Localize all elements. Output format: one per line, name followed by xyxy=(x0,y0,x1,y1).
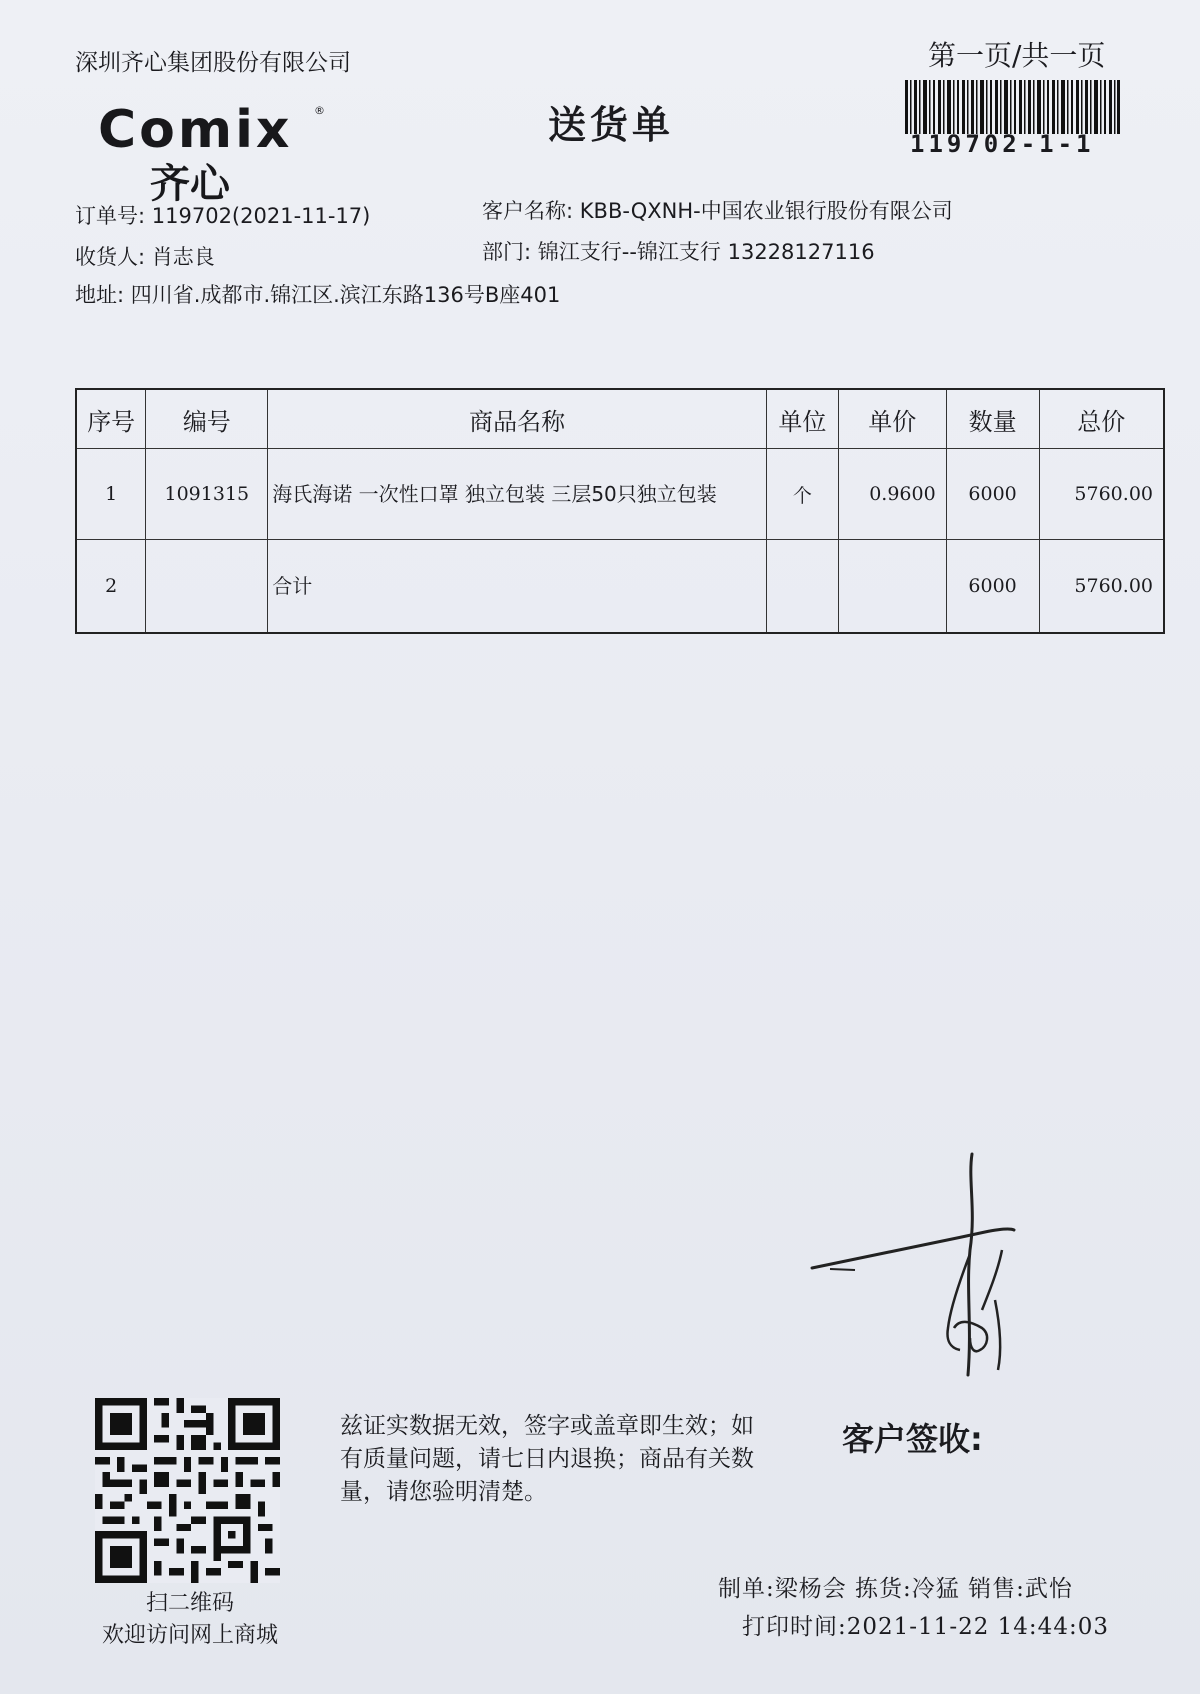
order-label: 订单号: xyxy=(75,204,146,228)
cell-unit-price xyxy=(838,540,946,634)
logo-chinese-text: 齐心 xyxy=(150,161,230,207)
col-header-quantity: 数量 xyxy=(946,389,1039,449)
cell-product-name: 合计 xyxy=(268,540,767,634)
qr-caption xyxy=(80,1588,300,1652)
order-number xyxy=(75,200,370,230)
qr-caption-welcome: 欢迎访问网上商城 xyxy=(101,1623,278,1648)
page-indicator: 第一页/共一页 xyxy=(928,39,1106,72)
handwritten-signature xyxy=(810,1150,1050,1390)
staff-info: 制单:梁杨会 拣货:冷猛 销售:武怡 xyxy=(718,1576,1073,1602)
col-header-unit: 单位 xyxy=(766,389,838,449)
cell-unit: 个 xyxy=(766,449,838,540)
col-header-total: 总价 xyxy=(1039,389,1164,449)
cell-quantity: 6000 xyxy=(946,540,1039,634)
cell-unit xyxy=(766,540,838,634)
comix-logo xyxy=(98,100,330,207)
barcode xyxy=(905,80,1120,134)
dept-value: 锦江支行--锦江支行 13228127116 xyxy=(537,240,875,264)
cell-code: 1091315 xyxy=(146,449,268,540)
address xyxy=(75,279,560,309)
cell-quantity: 6000 xyxy=(946,449,1039,540)
barcode-number: 119702-1-1 xyxy=(910,130,1095,158)
table-row-total xyxy=(76,540,1164,634)
cell-unit-price: 0.9600 xyxy=(838,449,946,540)
cell-code xyxy=(146,540,268,634)
receiver-value: 肖志良 xyxy=(151,245,215,269)
order-value: 119702(2021-11-17) xyxy=(151,204,371,228)
col-header-code: 编号 xyxy=(146,389,268,449)
col-header-seq: 序号 xyxy=(76,389,146,449)
cell-seq: 2 xyxy=(76,540,146,634)
cell-product-name: 海氏海诺 一次性口罩 独立包装 三层50只独立包装 xyxy=(268,449,767,540)
cell-seq: 1 xyxy=(76,449,146,540)
receiver-label: 收货人: xyxy=(75,245,146,269)
logo-text: Comix xyxy=(98,100,293,160)
table-row xyxy=(76,449,1164,540)
address-label: 地址: xyxy=(75,283,125,307)
dept-label: 部门: xyxy=(482,240,532,264)
registered-mark-icon: ® xyxy=(314,104,325,117)
qr-code xyxy=(95,1398,280,1583)
items-table xyxy=(75,388,1165,634)
address-value: 四川省.成都市.锦江区.滨江东路136号B座401 xyxy=(130,283,561,307)
receiver xyxy=(75,241,215,271)
print-time: 打印时间:2021-11-22 14:44:03 xyxy=(742,1614,1109,1640)
customer-label: 客户名称: xyxy=(482,199,574,223)
table-header-row xyxy=(76,389,1164,449)
department xyxy=(482,236,875,266)
customer-sign-label: 客户签收: xyxy=(842,1420,983,1458)
cell-total: 5760.00 xyxy=(1039,449,1164,540)
document-title: 送货单 xyxy=(548,103,675,147)
cell-total: 5760.00 xyxy=(1039,540,1164,634)
customer-name xyxy=(482,195,953,225)
col-header-unit-price: 单价 xyxy=(838,389,946,449)
col-header-product-name: 商品名称 xyxy=(268,389,767,449)
notice-text: 兹证实数据无效，签字或盖章即生效；如有质量问题，请七日内退换；商品有关数量，请您验明清楚。 xyxy=(340,1413,754,1505)
company-name: 深圳齐心集团股份有限公司 xyxy=(75,50,351,76)
customer-value: KBB-QXNH-中国农业银行股份有限公司 xyxy=(579,199,953,223)
qr-caption-scan: 扫二维码 xyxy=(145,1591,234,1616)
